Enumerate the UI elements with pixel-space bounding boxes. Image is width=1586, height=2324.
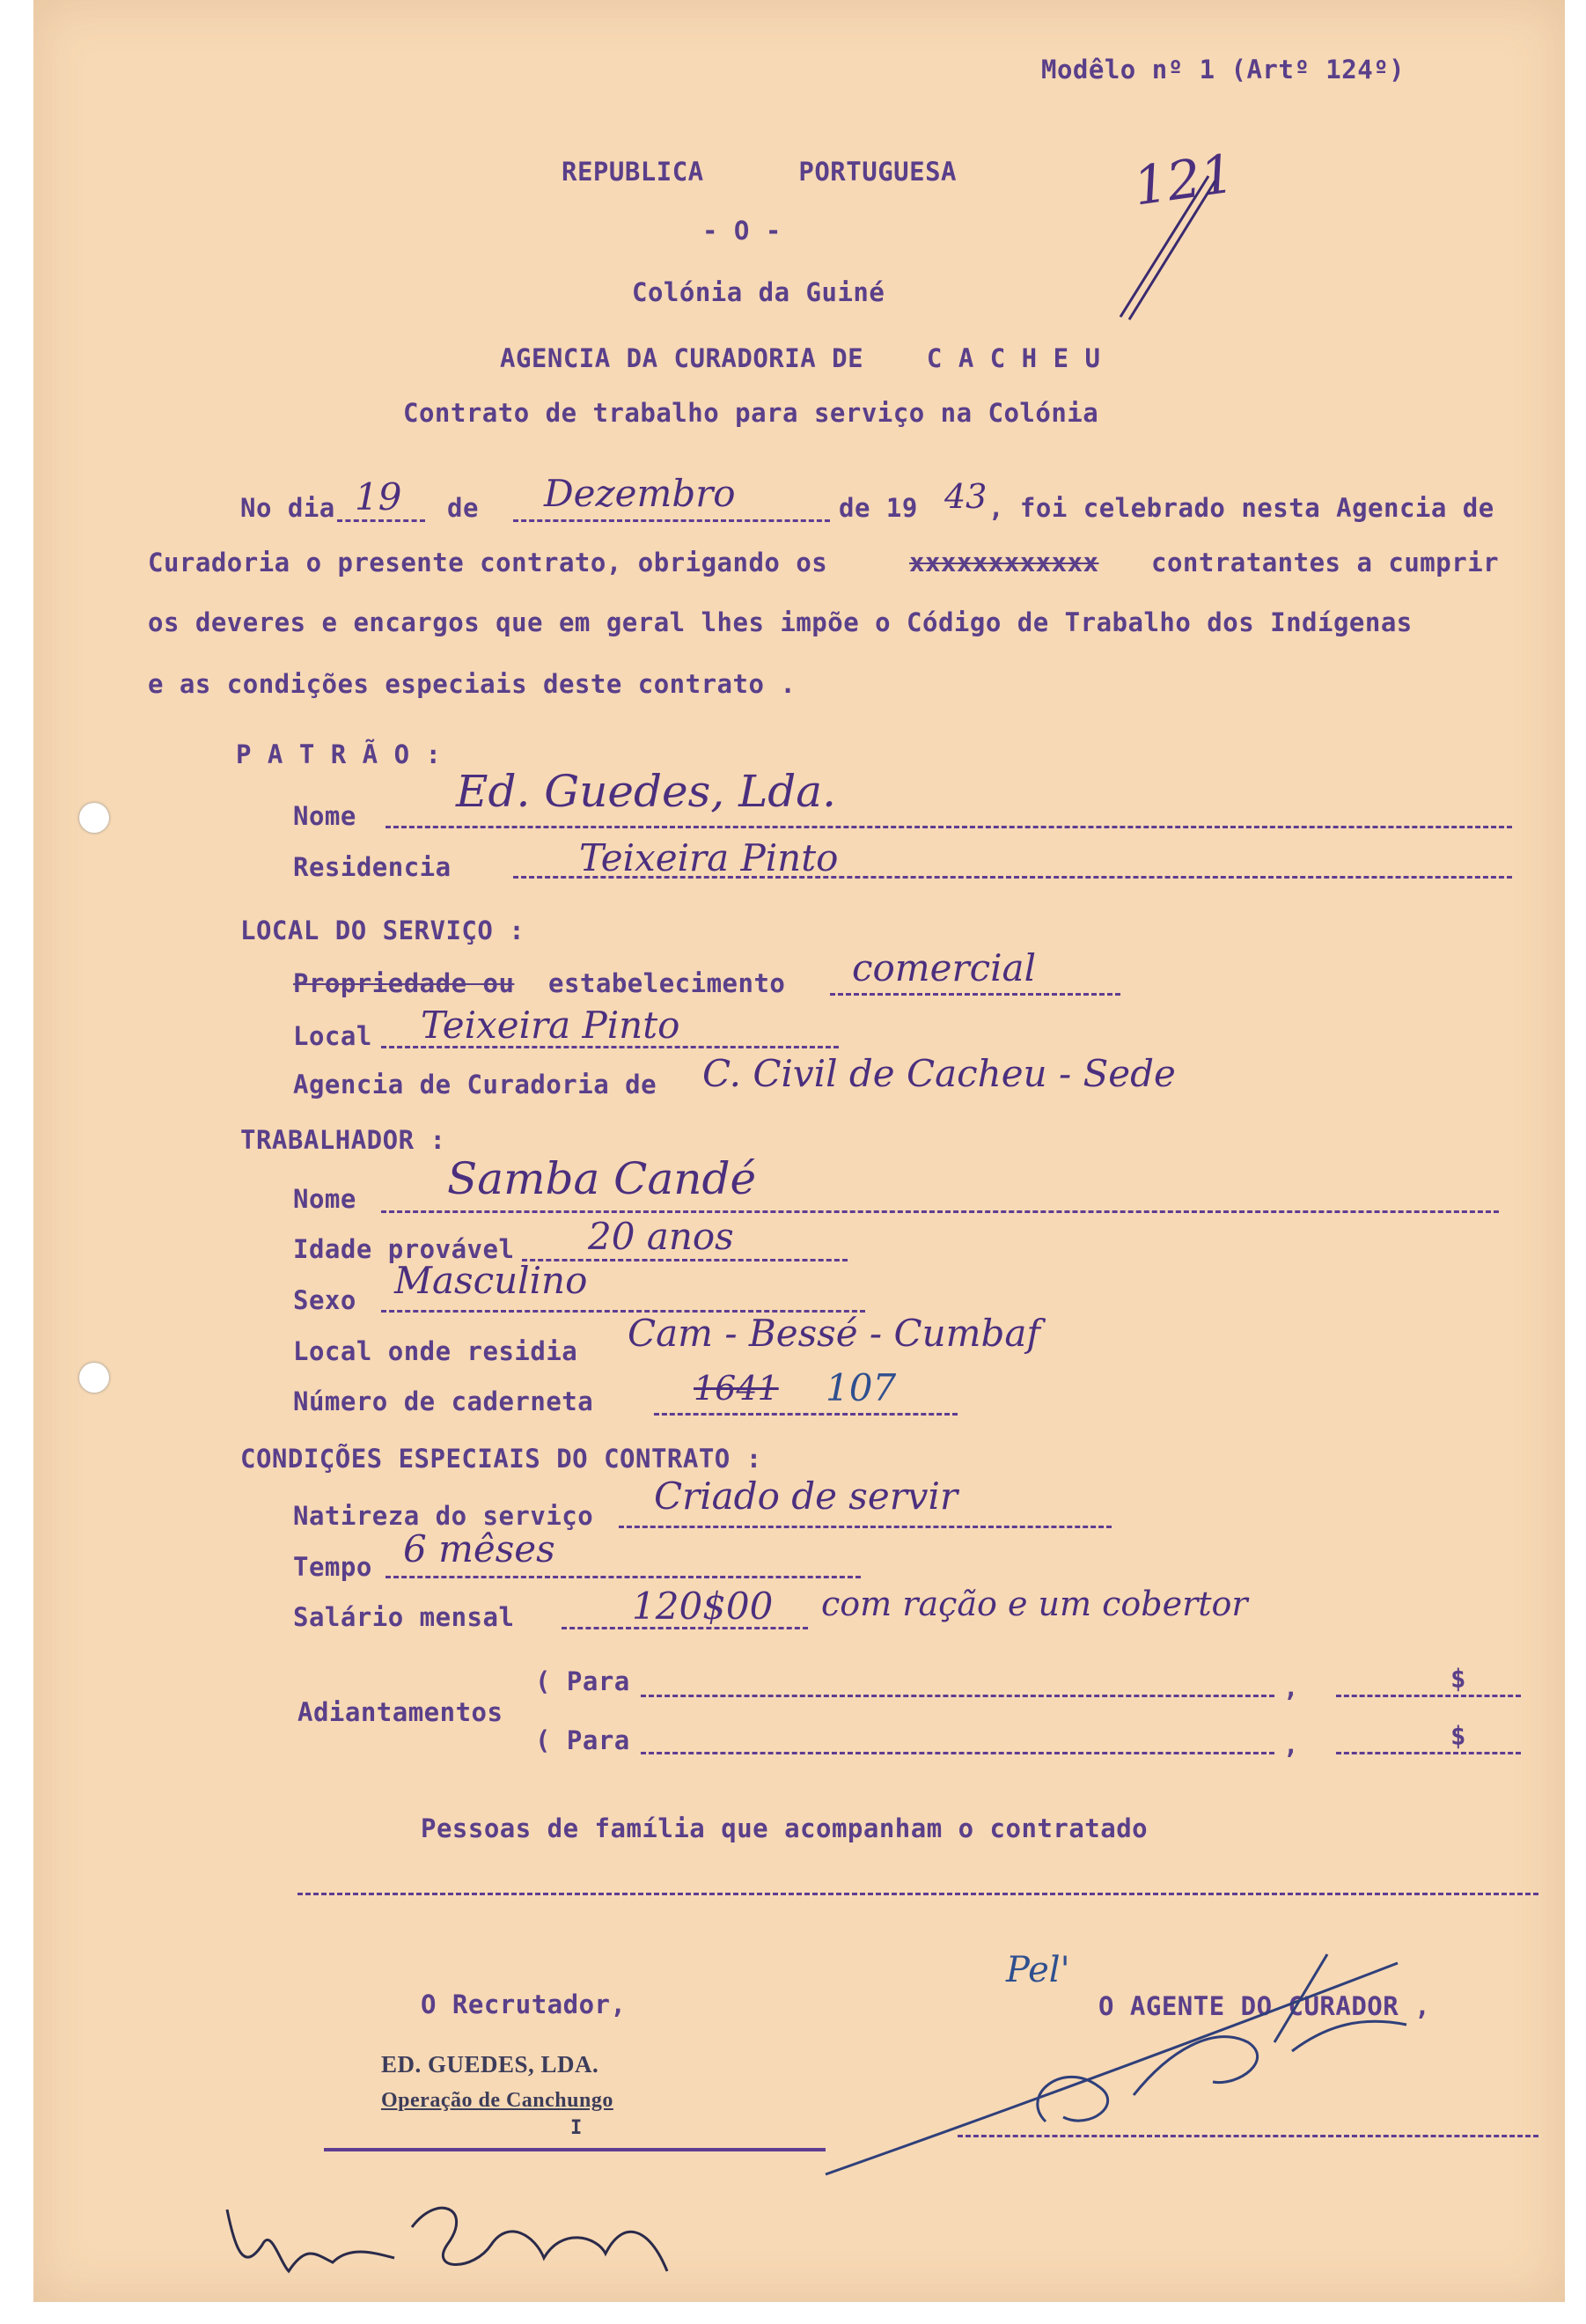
day-line	[337, 519, 425, 522]
trabalhador-nome-label: Nome	[293, 1184, 356, 1214]
tempo-line	[385, 1576, 861, 1578]
local-value: Teixeira Pinto	[421, 1004, 680, 1047]
document-page	[33, 0, 1565, 2302]
tempo-value: 6 mêses	[403, 1527, 555, 1570]
intro-text2b: contratantes a cumprir	[1151, 548, 1500, 577]
intro-text3: os deveres e encargos que em geral lhes impõe o Código de Trabalho dos Indígenas	[148, 607, 1413, 637]
local-label: Local	[293, 1021, 372, 1051]
natureza-line	[619, 1526, 1112, 1528]
patrao-nome-line	[385, 826, 1512, 828]
intro-no-dia: No dia	[240, 493, 335, 523]
model-number: Modêlo nº 1 (Artº 124º)	[1041, 55, 1406, 85]
handwritten-number: 121	[1129, 143, 1238, 218]
para2-comma: ,	[1283, 1730, 1299, 1760]
local-residia-label: Local onde residia	[293, 1336, 578, 1366]
stamp-line2: Operação de Canchungo	[381, 2089, 613, 2112]
recrutador-label: O Recrutador,	[421, 1989, 627, 2019]
recruiter-signature	[209, 2174, 702, 2298]
para1-currency: $	[1450, 1664, 1466, 1694]
familia-label: Pessoas de família que acompanham o contratado	[421, 1813, 1149, 1843]
caderneta-struck: 1641	[694, 1369, 779, 1408]
caderneta-line	[654, 1413, 958, 1416]
agencia-value: C. Civil de Cacheu - Sede	[702, 1052, 1176, 1095]
patrao-residencia-value: Teixeira Pinto	[579, 836, 839, 879]
salario-value: 120$00	[632, 1585, 774, 1628]
recrutador-sign-line	[324, 2148, 826, 2151]
year-value: 43	[944, 477, 988, 516]
agent-signature	[799, 1919, 1415, 2183]
day-value: 19	[355, 475, 402, 518]
para2-amount-line	[1336, 1752, 1521, 1754]
stamp-line1: ED. GUEDES, LDA.	[381, 2051, 599, 2078]
estabelecimento-label: estabelecimento	[548, 968, 786, 998]
agencia-label: Agencia de Curadoria de	[293, 1070, 657, 1099]
natureza-value: Criado de servir	[654, 1475, 958, 1518]
intro-text4: e as condições especiais deste contrato .	[148, 669, 797, 699]
patrao-heading: P A T R Ã O :	[236, 739, 442, 769]
contract-title: Contrato de trabalho para serviço na Colónia	[403, 398, 1099, 428]
header-separator: - O -	[702, 216, 782, 246]
punch-hole-2	[79, 1363, 109, 1393]
para1-amount-line	[1336, 1695, 1521, 1697]
agente-label: O AGENTE DO CURADOR ,	[1098, 1991, 1431, 2021]
local-servico-heading: LOCAL DO SERVIÇO :	[240, 916, 525, 945]
estabelecimento-line	[830, 993, 1120, 996]
intro-de2: de 19	[839, 493, 918, 523]
para1-label: ( Para	[535, 1666, 630, 1696]
salario-label: Salário mensal	[293, 1602, 515, 1632]
bottom-mark: I	[570, 2117, 583, 2139]
familia-line	[297, 1893, 1538, 1895]
agente-pel: Pel'	[1006, 1950, 1070, 1990]
intro-de1: de	[447, 493, 479, 523]
propriedade-struck: Propriedade ou	[293, 968, 515, 998]
local-residia-value: Cam - Bessé - Cumbaf	[628, 1312, 1040, 1355]
trabalhador-nome-line	[381, 1210, 1499, 1213]
para2-line	[641, 1752, 1274, 1754]
natureza-label: Natireza do serviço	[293, 1501, 594, 1531]
patrao-residencia-label: Residencia	[293, 852, 452, 882]
idade-label: Idade provável	[293, 1234, 515, 1264]
adiantamentos-label: Adiantamentos	[297, 1697, 503, 1727]
trabalhador-heading: TRABALHADOR :	[240, 1125, 446, 1155]
punch-hole-1	[79, 803, 109, 833]
sexo-value: Masculino	[394, 1259, 588, 1302]
agency-heading: AGENCIA DA CURADORIA DE C A C H E U	[500, 343, 1101, 373]
patrao-nome-label: Nome	[293, 801, 356, 831]
para1-comma: ,	[1283, 1673, 1299, 1703]
tempo-label: Tempo	[293, 1552, 372, 1582]
estabelecimento-value: comercial	[852, 946, 1036, 989]
caderneta-label: Número de caderneta	[293, 1386, 594, 1416]
patrao-nome-value: Ed. Guedes, Lda.	[456, 766, 836, 817]
salario-extra: com ração e um cobertor	[821, 1585, 1248, 1623]
condicoes-heading: CONDIÇÕES ESPECIAIS DO CONTRATO :	[240, 1444, 762, 1474]
month-value: Dezembro	[544, 472, 736, 515]
sexo-label: Sexo	[293, 1285, 356, 1315]
intro-text2-struck: xxxxxxxxxxxx	[909, 548, 1099, 577]
para2-currency: $	[1450, 1721, 1466, 1751]
para2-label: ( Para	[535, 1725, 630, 1755]
para1-line	[641, 1695, 1274, 1697]
republic-heading: REPUBLICA PORTUGUESA	[562, 157, 957, 187]
month-line	[513, 519, 830, 522]
intro-text2a: Curadoria o presente contrato, obrigando os	[148, 548, 828, 577]
intro-text1: , foi celebrado nesta Agencia de	[988, 493, 1494, 523]
slash-mark	[1112, 172, 1217, 321]
colony-name: Colónia da Guiné	[632, 277, 885, 307]
caderneta-value: 107	[826, 1366, 897, 1409]
idade-value: 20 anos	[588, 1215, 734, 1258]
trabalhador-nome-value: Samba Candé	[447, 1153, 757, 1204]
